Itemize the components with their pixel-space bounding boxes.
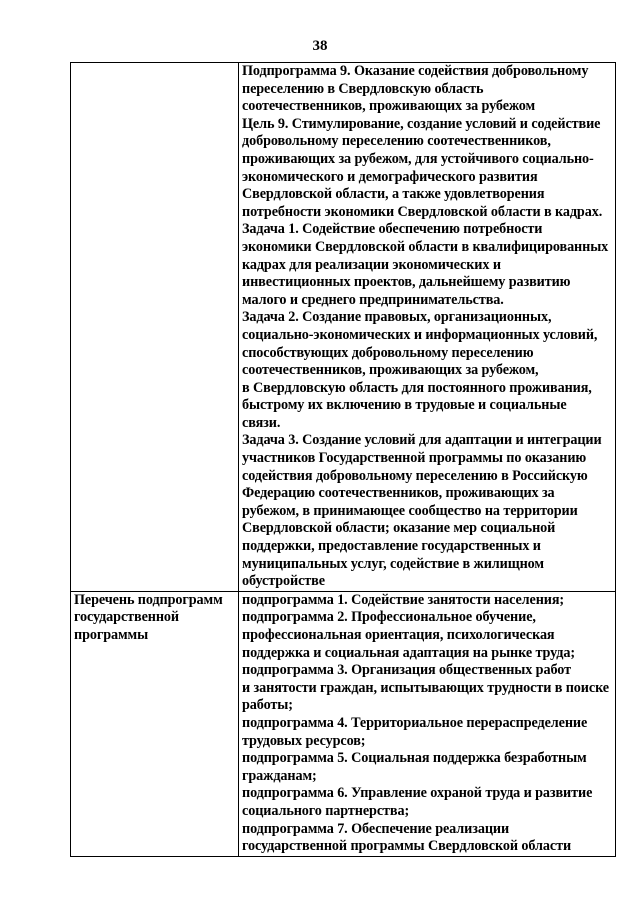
text-line: обустройстве bbox=[242, 573, 325, 590]
text-line: социального партнерства; bbox=[242, 802, 410, 819]
text-line: поддержка и социальная адаптация на рынке труда; bbox=[242, 644, 575, 661]
text-line: Задача 1. Содействие обеспечению потребности bbox=[242, 221, 543, 238]
text-line: потребности экономики Свердловской области в кадрах. bbox=[242, 203, 603, 220]
text-line: Задача 3. Создание условий для адаптации и интеграции bbox=[242, 432, 602, 449]
text-line: и занятости граждан, испытывающих трудности в поиске bbox=[242, 679, 609, 696]
text-line: Федерацию соотечественников, проживающих за bbox=[242, 485, 555, 502]
text-line: переселению в Свердловскую область bbox=[242, 80, 484, 97]
text-line: программы bbox=[74, 627, 149, 643]
text-line: подпрограмма 6. Управление охраной труда и развитие bbox=[242, 785, 593, 802]
text-line: подпрограмма 3. Организация общественных работ bbox=[242, 662, 571, 679]
text-line: соотечественников, проживающих за рубежом, bbox=[242, 362, 539, 379]
text-line: соотечественников, проживающих за рубежом bbox=[242, 98, 536, 115]
text-line: Подпрограмма 9. Оказание содействия добровольному bbox=[242, 63, 589, 79]
text-line: малого и среднего предпринимательства. bbox=[242, 291, 504, 308]
table-row bbox=[71, 63, 616, 592]
text-line: социально-экономических и информационных условий, bbox=[242, 326, 598, 343]
row-label-cell bbox=[71, 63, 239, 592]
text-line: подпрограмма 5. Социальная поддержка безработным bbox=[242, 750, 587, 767]
text-line: профессиональная ориентация, психологическая bbox=[242, 627, 555, 643]
text-line: подпрограмма 2. Профессиональное обучение, bbox=[242, 609, 536, 626]
text-line: гражданам; bbox=[242, 767, 317, 784]
text-line: кадрах для реализации экономических и bbox=[242, 256, 501, 273]
row-content-cell bbox=[239, 63, 616, 592]
row-content-cell bbox=[239, 591, 616, 856]
text-line: муниципальных услуг, содействие в жилищном bbox=[242, 555, 544, 572]
text-line: работы; bbox=[242, 697, 293, 714]
text-line: трудовых ресурсов; bbox=[242, 732, 366, 749]
text-line: экономики Свердловской области в квалифицированных bbox=[242, 238, 609, 255]
text-line: в Свердловскую область для постоянного проживания, bbox=[242, 379, 592, 396]
table-row bbox=[71, 591, 616, 856]
program-passport-table bbox=[70, 62, 616, 857]
text-line: проживающих за рубежом, для устойчивого социально- bbox=[242, 150, 594, 167]
text-line: добровольному переселению соотечественников, bbox=[242, 133, 551, 150]
text-line: Задача 2. Создание правовых, организационных, bbox=[242, 309, 552, 326]
text-line: государственной bbox=[74, 609, 179, 626]
text-line: подпрограмма 1. Содействие занятости населения; bbox=[242, 591, 565, 608]
text-line: экономического и демографического развития bbox=[242, 168, 538, 185]
text-line: инвестиционных проектов, дальнейшему развитию bbox=[242, 274, 571, 291]
page-number: 38 bbox=[312, 38, 328, 54]
text-line: участников Государственной программы по оказанию bbox=[242, 450, 587, 467]
text-line: быстрому их включению в трудовые и социальные bbox=[242, 397, 567, 414]
text-line: поддержки, предоставление государственных и bbox=[242, 538, 541, 555]
text-line: подпрограмма 7. Обеспечение реализации bbox=[242, 820, 510, 837]
text-line: Свердловской области; оказание мер социальной bbox=[242, 520, 556, 537]
text-line: Перечень подпрограмм bbox=[74, 591, 223, 608]
row-label-cell bbox=[71, 591, 239, 856]
text-line: подпрограмма 4. Территориальное перераспределение bbox=[242, 714, 588, 731]
text-line: способствующих добровольному переселению bbox=[242, 344, 534, 361]
text-line: связи. bbox=[242, 414, 281, 431]
text-line: государственной программы Свердловской области bbox=[242, 838, 572, 855]
text-line: рубежом, в принимающее сообщество на территории bbox=[242, 502, 578, 519]
text-line: содействия добровольному переселению в Российскую bbox=[242, 467, 588, 484]
text-line: Цель 9. Стимулирование, создание условий и содействие bbox=[242, 115, 601, 132]
text-line: Свердловской области, а также удовлетворения bbox=[242, 186, 545, 203]
